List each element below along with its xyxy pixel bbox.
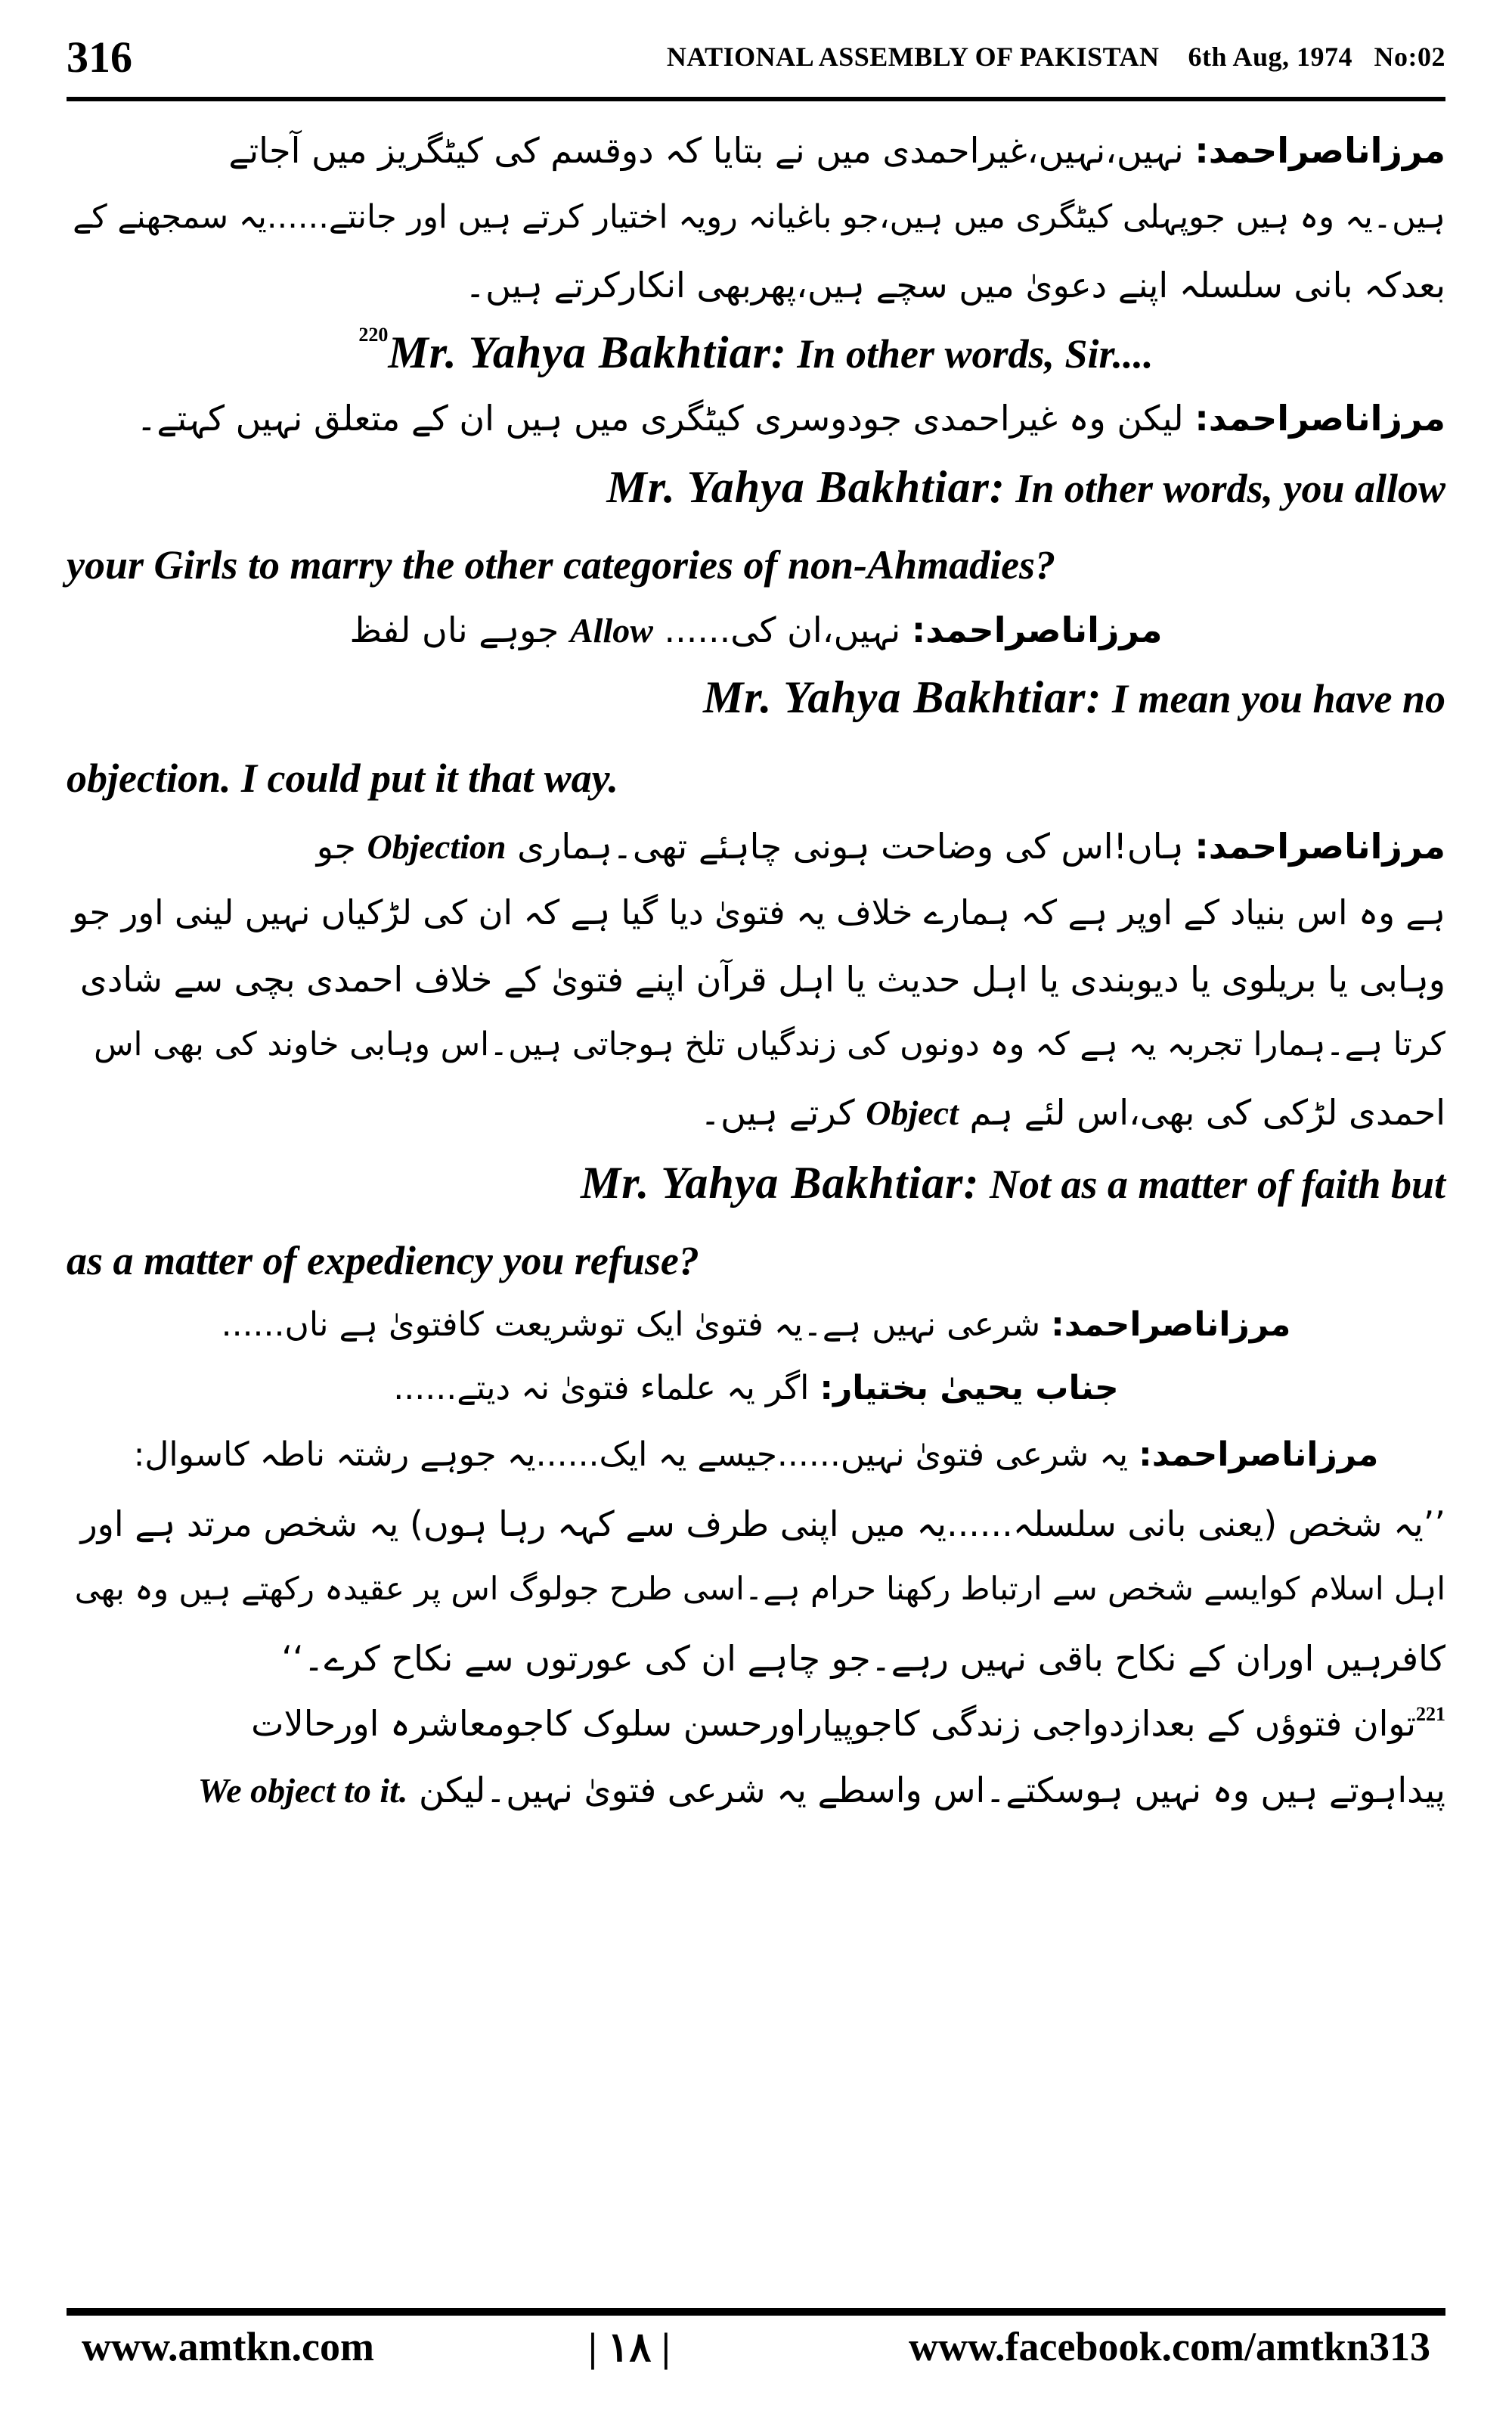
page-marker: | ۱۸ | [588,2325,671,2370]
line-text: کافرہیں اوران کے نکاح باقی نہیں رہے۔جو چاہے ان کی عورتوں سے نکاح کرے۔‘‘ [281,1638,1445,1679]
speaker-label: Mr. Yahya Bakhtiar: [606,462,1005,512]
line-text: ہیں۔یہ وہ ہیں جوپہلی کیٹگری میں ہیں،جو باغیانہ رویہ اختیار کرتے ہیں اور جانتے......یہ سمجھنے کے [73,198,1445,236]
text-line-15 [67,1092,1445,1133]
line-text: ہاں!اس کی وضاحت ہونی چاہئے تھی۔ہماری [506,826,1195,867]
text-line-2 [67,198,1445,236]
text-line-6 [67,461,1445,513]
speaker-label: جناب یحییٰ بختیار: [820,1369,1119,1407]
website-link[interactable]: www.amtkn.com [82,2324,374,2369]
line-text: I mean you have no [1101,676,1445,721]
line-text: ہے وہ اس بنیاد کے اوپر ہے کہ ہمارے خلاف یہ فتویٰ دیا گیا ہے کہ ان کی لڑکیاں نہیں لینی اور جو [72,892,1445,932]
speaker-label: Mr. Yahya Bakhtiar: [388,327,787,377]
text-line-10 [67,755,1445,802]
line-text: وہابی یا بریلوی یا دیوبندی یا اہل حدیث یا اہل قرآن اپنے فتویٰ کے خلاف احمدی بچی سے شادی [79,959,1445,1000]
page-footer [67,2323,1445,2384]
running-title: NATIONAL ASSEMBLY OF PAKISTAN 6th Aug, 1974 No:02 [666,42,1445,72]
text-line-22 [67,1570,1445,1607]
line-text: as a matter of expediency you refuse? [67,1238,699,1283]
text-line-14 [67,1025,1445,1063]
line-text-cont: جو [316,826,367,867]
text-line-3 [67,265,1445,306]
text-line-20 [67,1435,1445,1474]
text-line-16 [67,1157,1445,1209]
line-text: اگر یہ علماء فتویٰ نہ دیتے...... [393,1369,820,1407]
line-text: بعدکہ بانی سلسلہ اپنے دعویٰ میں سچے ہیں،پھربھی انکارکرتے ہیں۔ [465,265,1445,306]
facebook-link[interactable]: www.facebook.com/amtkn313 [909,2324,1430,2369]
speaker-label: مرزاناصراحمد: [1051,1305,1291,1344]
line-text: In other words, you allow [1005,466,1445,511]
header-rule [67,97,1445,101]
english-term: Allow [570,611,653,650]
speaker-label: مرزاناصراحمد: [1194,826,1445,867]
speaker-label: Mr. Yahya Bakhtiar: [580,1158,980,1208]
line-text: ’’یہ شخص (یعنی بانی سلسلہ......یہ میں اپنی طرف سے کہہ رہا ہوں) یہ شخص مرتد ہے اور [80,1503,1445,1544]
footnote-marker: 220 [358,324,389,346]
footnote-marker: 221 [1416,1703,1445,1725]
text-line-17 [67,1237,1445,1284]
line-text: شرعی نہیں ہے۔یہ فتویٰ ایک توشریعت کافتویٰ ہے ناں...... [221,1305,1052,1344]
footer-rule [67,2308,1445,2316]
line-text: نہیں،نہیں،غیراحمدی میں نے بتایا کہ دوقسم کی کیٹگریز میں آجاتے [228,130,1195,171]
line-text: توان فتوؤں کے بعدازدواجی زندگی کاجوپیاراورحسن سلوک کاجومعاشرہ اورحالات [251,1703,1416,1744]
text-line-1 [67,130,1445,171]
line-text: objection. I could put it that way. [67,755,619,801]
text-line-25 [67,1770,1445,1810]
page-header [67,32,1445,92]
text-line-8 [67,610,1445,650]
line-text: یہ شرعی فتویٰ نہیں......جیسے یہ ایک......یہ جوہے رشتہ ناطہ کاسوال: [133,1435,1139,1474]
line-text: In other words, Sir.... [786,331,1154,377]
text-line-24 [67,1703,1445,1744]
text-line-9 [67,672,1445,724]
line-text: اہل اسلام کوایسے شخص سے ارتباط رکھنا حرام ہے۔اسی طرح جولوگ اس پر عقیدہ رکھتے ہیں وہ بھی [74,1570,1445,1607]
english-term: Object [866,1094,959,1132]
line-text: نہیں،ان کی...... [652,610,912,650]
line-text: Not as a matter of faith but [979,1162,1445,1207]
text-line-23 [67,1638,1445,1679]
text-line-18 [67,1305,1445,1344]
line-text-cont: جوہے ناں لفظ [349,610,570,650]
page-number: 316 [67,33,132,82]
text-line-21 [67,1503,1445,1544]
english-term: Objection [367,827,507,866]
speaker-label: Mr. Yahya Bakhtiar: [702,672,1102,722]
text-line-11 [67,826,1445,867]
line-text: لیکن وہ غیراحمدی جودوسری کیٹگری میں ہیں ان کے متعلق نہیں کہتے۔ [136,398,1195,439]
speaker-label: مرزاناصراحمد: [1194,398,1445,439]
text-line-13 [67,959,1445,1000]
text-line-12 [67,892,1445,932]
line-text: کرتا ہے۔ہمارا تجربہ یہ ہے کہ وہ دونوں کی زندگیاں تلخ ہوجاتی ہیں۔اس وہابی خاوند کی بھی اس [94,1025,1445,1063]
speaker-label: مرزاناصراحمد: [1194,130,1445,171]
text-line-7 [67,541,1445,588]
speaker-label: مرزاناصراحمد: [1139,1435,1379,1474]
english-term: We object to it. [197,1771,408,1810]
line-text: احمدی لڑکی کی بھی،اس لئے ہم [958,1092,1445,1133]
text-line-19 [67,1369,1445,1407]
text-line-4 [67,324,1445,379]
line-text: پیداہوتے ہیں وہ نہیں ہوسکتے۔اس واسطے یہ شرعی فتویٰ نہیں۔لیکن [407,1770,1445,1810]
text-line-5 [67,398,1445,439]
line-text: your Girls to marry the other categories of non-Ahmadies? [67,542,1056,588]
line-text-cont: کرتے ہیں۔ [700,1092,866,1133]
speaker-label: مرزاناصراحمد: [911,610,1163,650]
